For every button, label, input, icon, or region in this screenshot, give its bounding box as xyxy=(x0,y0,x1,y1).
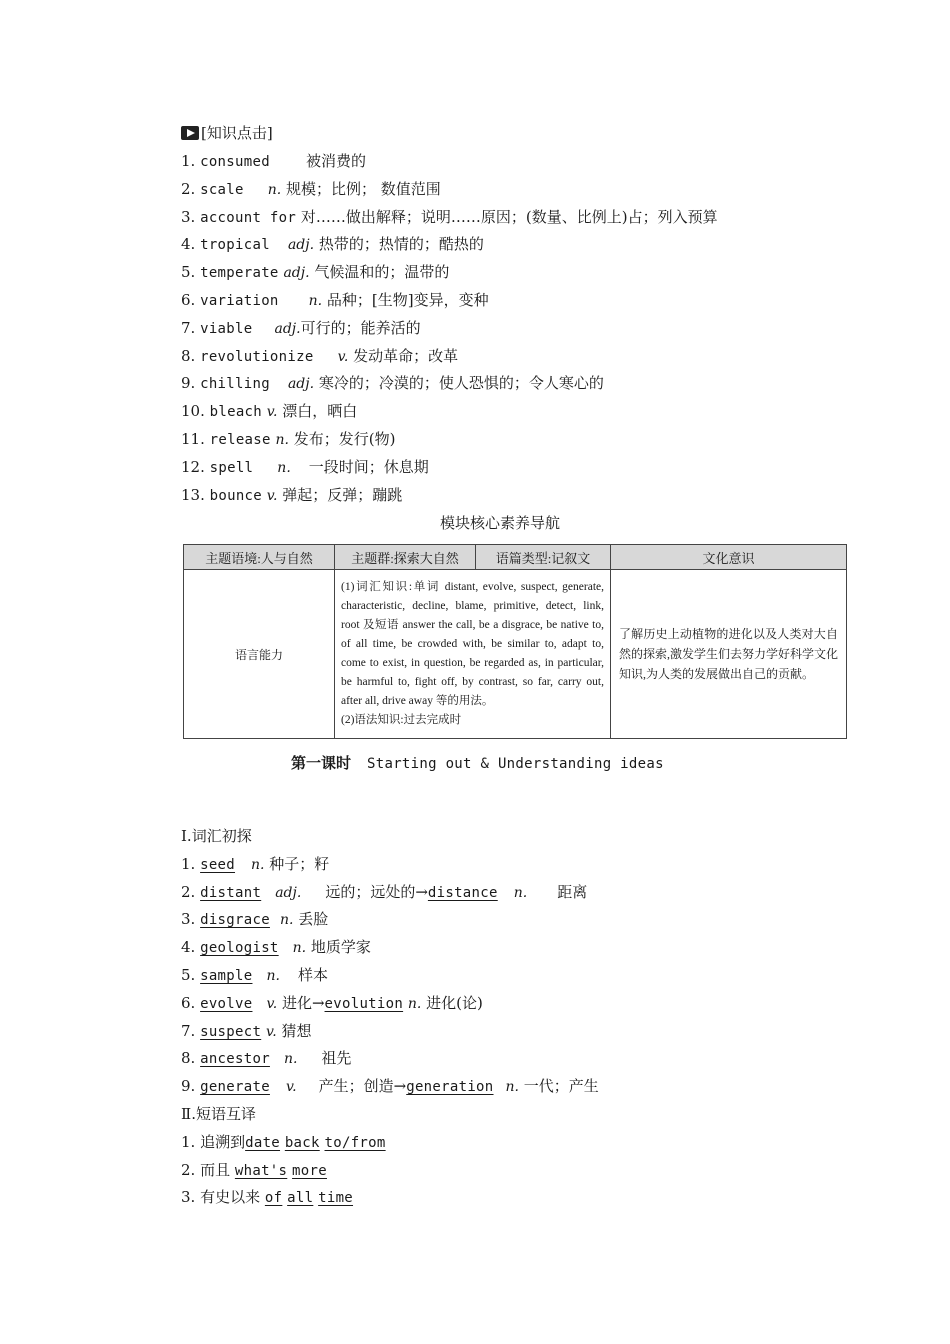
list-item: 7. suspect v. 猜想 xyxy=(181,1021,312,1040)
list-item: 9. chilling adj. 寒冷的；冷漠的；使人恐惧的；令人寒心的 xyxy=(181,374,604,393)
list-item: 2. 而且 what's more xyxy=(181,1160,327,1179)
nav-table-title: 模块核心素养导航 xyxy=(439,514,560,532)
lesson-name: Starting out & Understanding ideas xyxy=(367,756,664,772)
core-literacy-table xyxy=(183,544,847,739)
lesson-label: 第一课时 xyxy=(291,754,352,772)
list-item: 1. consumed 被消费的 xyxy=(181,152,366,170)
list-item: 3. 有史以来 of all time xyxy=(181,1188,354,1207)
section-title: Ⅰ.词汇初探 xyxy=(181,827,252,845)
list-item: 6. evolve v. 进化→evolution n. 进化(论) xyxy=(181,993,483,1012)
list-item: 2. scale n. 规模；比例； 数值范围 xyxy=(181,179,441,198)
list-item: 4. geologist n. 地质学家 xyxy=(181,938,371,957)
section-title: Ⅱ.短语互译 xyxy=(181,1104,256,1123)
list-item: 1. 追溯到date back to/from xyxy=(181,1132,386,1151)
list-item: 7. viable adj.可行的；能养活的 xyxy=(181,318,421,337)
culture-awareness-cell: 了解历史上动植物的进化以及人类对大自然的探索,激发学生们去努力学好科学文化知识,为人类的发展做出自己的贡献。 xyxy=(611,570,847,739)
list-item: 2. distant adj. 远的；远处的→distance n. 距离 xyxy=(181,882,588,901)
table-header-cell: 主题群:探索大自然 xyxy=(335,545,476,570)
table-header-row xyxy=(184,545,847,570)
row-label: 语言能力 xyxy=(184,570,335,739)
list-item: 4. tropical adj. 热带的；热情的；酷热的 xyxy=(181,235,484,254)
play-icon xyxy=(181,126,199,140)
table-header-cell: 文化意识 xyxy=(611,545,847,570)
list-item: 3. account for 对……做出解释；说明……原因；(数量、比例上)占；列入预算 xyxy=(181,207,718,226)
list-item: 8. revolutionize v. 发动革命；改革 xyxy=(181,346,459,365)
list-item: 12. spell n. 一段时间；休息期 xyxy=(181,457,429,476)
list-item: 3. disgrace n. 丢脸 xyxy=(181,910,329,929)
table-header-cell: 主题语境:人与自然 xyxy=(184,545,335,570)
table-row xyxy=(184,570,847,739)
list-item: 5. sample n. 样本 xyxy=(181,965,328,984)
knowledge-header-label: [知识点击] xyxy=(201,124,273,142)
list-item: 10. bleach v. 漂白，晒白 xyxy=(181,402,358,421)
list-item: 8. ancestor n. 祖先 xyxy=(181,1049,352,1068)
list-item: 6. variation n. 品种；[生物]变异，变种 xyxy=(181,290,489,309)
language-ability-cell xyxy=(335,570,611,739)
list-item: 1. seed n. 种子；籽 xyxy=(181,854,330,873)
grammar-knowledge-text: (2)语法知识:过去完成时 xyxy=(341,714,462,726)
list-item: 5. temperate adj. 气候温和的；温带的 xyxy=(181,263,450,282)
list-item: 13. bounce v. 弹起；反弹；蹦跳 xyxy=(181,485,403,504)
vocab-list xyxy=(181,148,718,509)
list-item: 11. release n. 发布；发行(物) xyxy=(181,429,396,448)
table-header-cell: 语篇类型:记叙文 xyxy=(476,545,611,570)
list-item: 9. generate v. 产生；创造→generation n. 一代；产生 xyxy=(181,1077,599,1096)
vocab-knowledge-text: (1)词汇知识:单词 distant, evolve, suspect, generate, characteristic, decline, blame, primitive, detect, link, root 及短语 answer the call, be a disgrace, be native to, of all time, be crowded with, be similar to, adapt to, come to exist, in question, be regarded as, in particular, be harmful to, fight off, by contrast, so far, carry out, after all, drive away 等的用法。 xyxy=(341,581,604,707)
knowledge-header xyxy=(181,122,273,143)
lesson-title xyxy=(291,752,664,773)
section-vocab-preview xyxy=(181,823,599,1212)
